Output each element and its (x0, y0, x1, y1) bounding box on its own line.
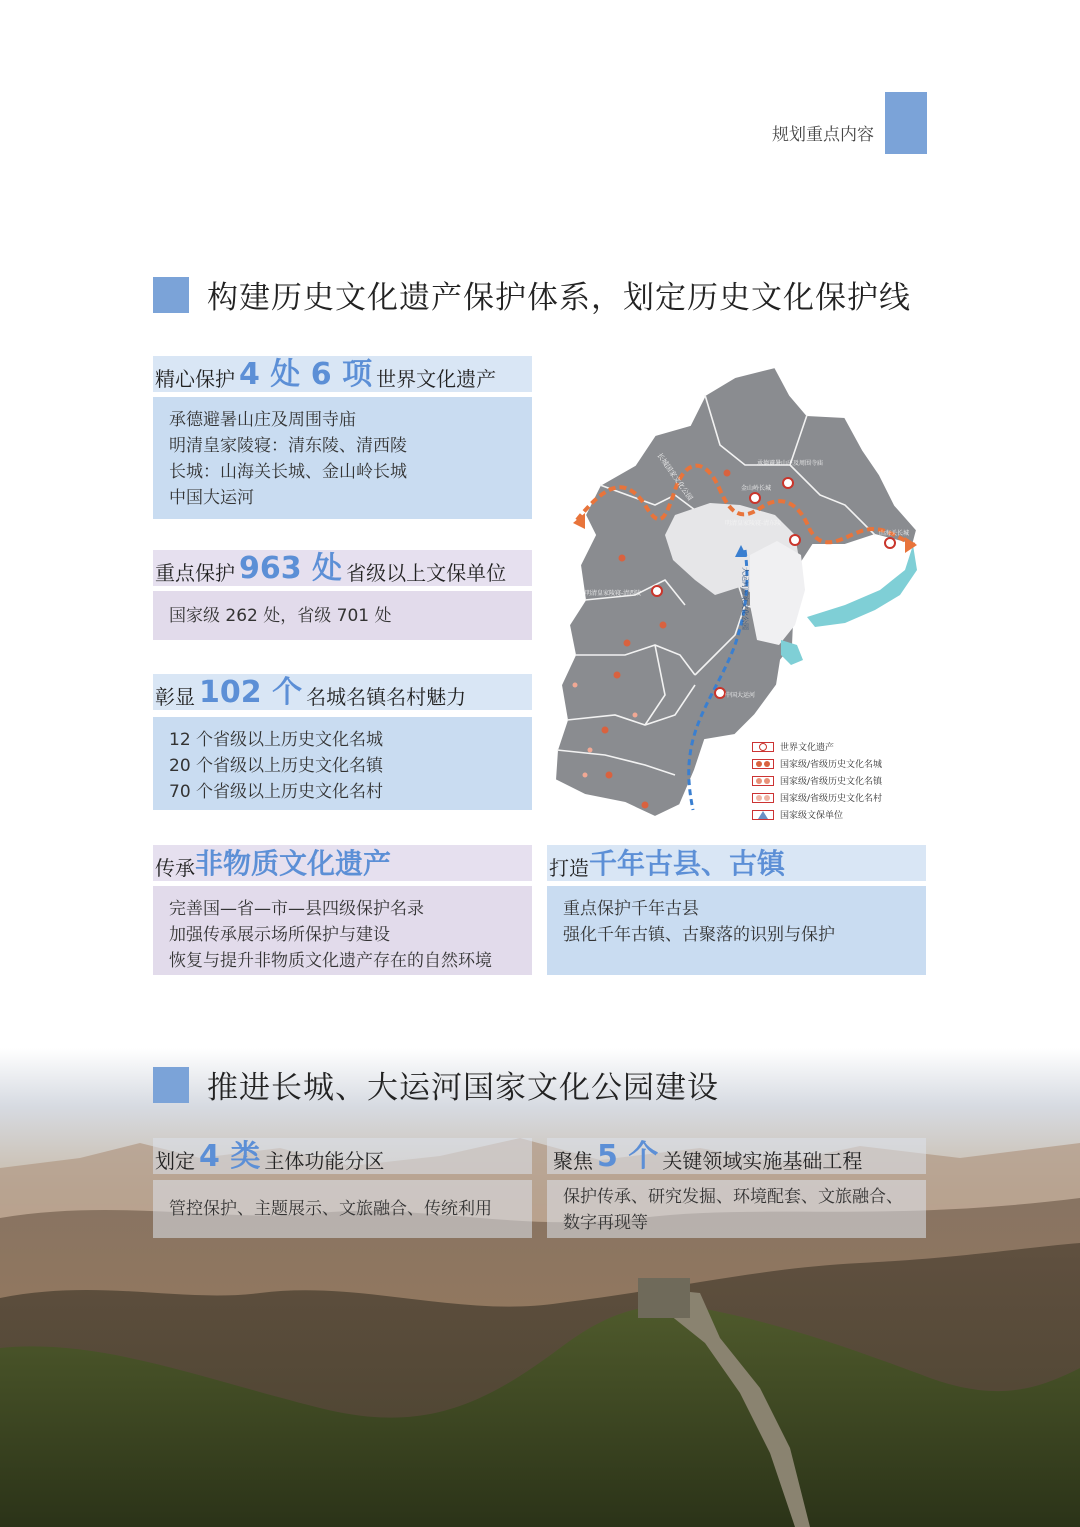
card-heading-ancient-towns (547, 845, 926, 881)
card-heading-post: 主体功能分区 (264, 1149, 385, 1173)
card-heading-pre: 精心保护 (155, 367, 235, 391)
legend-label: 国家级/省级历史文化名城 (780, 760, 883, 770)
list-item: 中国大运河 (169, 488, 254, 508)
legend-label: 国家级文保单位 (780, 811, 844, 821)
list-item: 国家级 262 处，省级 701 处 (169, 606, 392, 626)
legend-item (752, 806, 882, 823)
section1-title: 构建历史文化遗产保护体系，划定历史文化保护线 (207, 280, 911, 316)
card-heading-pre: 聚焦 (553, 1149, 593, 1173)
sea-shape (807, 545, 917, 627)
map-label-qingxi: 明清皇家陵寝-清西陵 (585, 590, 642, 597)
great-wall-landscape-image (0, 1048, 1080, 1527)
famous-city-icon (752, 759, 774, 769)
card-body-projects (547, 1180, 926, 1238)
card-heading-post: 世界文化遗产 (376, 367, 497, 391)
list-item: 明清皇家陵寝：清东陵、清西陵 (169, 436, 407, 456)
legend-item (752, 772, 882, 789)
map-legend (752, 738, 882, 823)
card-body-intangible (153, 886, 532, 975)
famous-town-icon (752, 776, 774, 786)
map-label-shanhaiguan: 山海关长城 (879, 530, 910, 537)
section-tab-label: 规划重点内容 (772, 125, 874, 145)
card-heading-number: 4 类 (199, 1139, 261, 1174)
list-item: 保护传承、研究发掘、环境配套、文旅融合、 (563, 1187, 903, 1207)
list-item: 承德避暑山庄及周围寺庙 (169, 410, 356, 430)
landscape-graphic (0, 1048, 1080, 1527)
legend-item (752, 789, 882, 806)
list-item: 数字再现等 (563, 1213, 648, 1233)
legend-label: 国家级/省级历史文化名镇 (780, 777, 883, 787)
list-item: 20 个省级以上历史文化名镇 (169, 756, 384, 776)
list-item: 12 个省级以上历史文化名城 (169, 730, 384, 750)
heading-square-icon (153, 1067, 189, 1103)
card-body-world-heritage (153, 397, 532, 519)
card-heading-projects (547, 1138, 926, 1174)
card-heading-number: 102 个 (199, 675, 303, 710)
list-item: 强化千年古镇、古聚落的识别与保护 (563, 925, 835, 945)
card-heading-pre: 传承 (155, 856, 195, 880)
list-item: 长城：山海关长城、金山岭长城 (169, 462, 407, 482)
card-heading-pre: 重点保护 (155, 561, 235, 585)
list-item: 管控保护、主题展示、文旅融合、传统利用 (169, 1199, 492, 1219)
card-heading-number: 千年古县、古镇 (589, 847, 786, 880)
card-heading-number: 963 处 (239, 551, 343, 586)
list-item: 恢复与提升非物质文化遗产存在的自然环境 (169, 951, 492, 971)
card-body-ancient-towns (547, 886, 926, 975)
section2-heading (153, 1062, 719, 1107)
card-heading-post: 省级以上文保单位 (346, 561, 507, 585)
card-heading-post: 关键领域实施基础工程 (662, 1149, 863, 1173)
map-label-canal-park: 大运河国家文化公园 (741, 567, 749, 630)
card-heading-world-heritage (153, 356, 532, 392)
list-item: 加强传承展示场所保护与建设 (169, 925, 390, 945)
heading-square-icon (153, 277, 189, 313)
map-label-chengde: 承德避暑山庄及周围寺庙 (757, 460, 824, 467)
list-item: 完善国—省—市—县四级保护名录 (169, 899, 424, 919)
legend-label: 国家级/省级历史文化名村 (780, 794, 883, 804)
famous-village-icon (752, 793, 774, 803)
card-heading-pre: 彰显 (155, 685, 195, 709)
map-label-great-wall-park: 长城国家文化公园 (655, 451, 695, 503)
card-heading-zones (153, 1138, 532, 1174)
card-heading-number: 4 处 6 项 (239, 357, 373, 392)
legend-label: 世界文化遗产 (780, 743, 835, 753)
card-heading-number: 非物质文化遗产 (195, 847, 392, 880)
map-label-qingdong: 明清皇家陵寝-清东陵 (725, 520, 782, 527)
card-body-famous-towns (153, 717, 532, 810)
card-body-zones (153, 1180, 532, 1238)
section2-title: 推进长城、大运河国家文化公园建设 (207, 1070, 719, 1106)
world-heritage-icon (752, 742, 774, 752)
card-heading-number: 5 个 (597, 1139, 659, 1174)
list-item: 重点保护千年古县 (563, 899, 699, 919)
cultural-relic-icon (752, 810, 774, 820)
card-heading-pre: 划定 (155, 1149, 195, 1173)
card-heading-post: 名城名镇名村魅力 (306, 685, 467, 709)
tianjin-area (750, 541, 805, 645)
card-heading-protection-units (153, 550, 532, 586)
card-body-protection-units (153, 591, 532, 640)
card-heading-famous-towns (153, 674, 532, 710)
legend-item (752, 738, 882, 755)
legend-item (752, 755, 882, 772)
section1-heading (153, 272, 911, 317)
card-heading-pre: 打造 (549, 856, 589, 880)
list-item: 70 个省级以上历史文化名村 (169, 782, 384, 802)
map-label-jinshanling: 金山岭长城 (741, 485, 772, 492)
section-tab-marker (885, 92, 927, 154)
card-heading-intangible (153, 845, 532, 881)
map-label-canal: 中国大运河 (725, 692, 756, 699)
sea-shape-south (781, 640, 803, 665)
